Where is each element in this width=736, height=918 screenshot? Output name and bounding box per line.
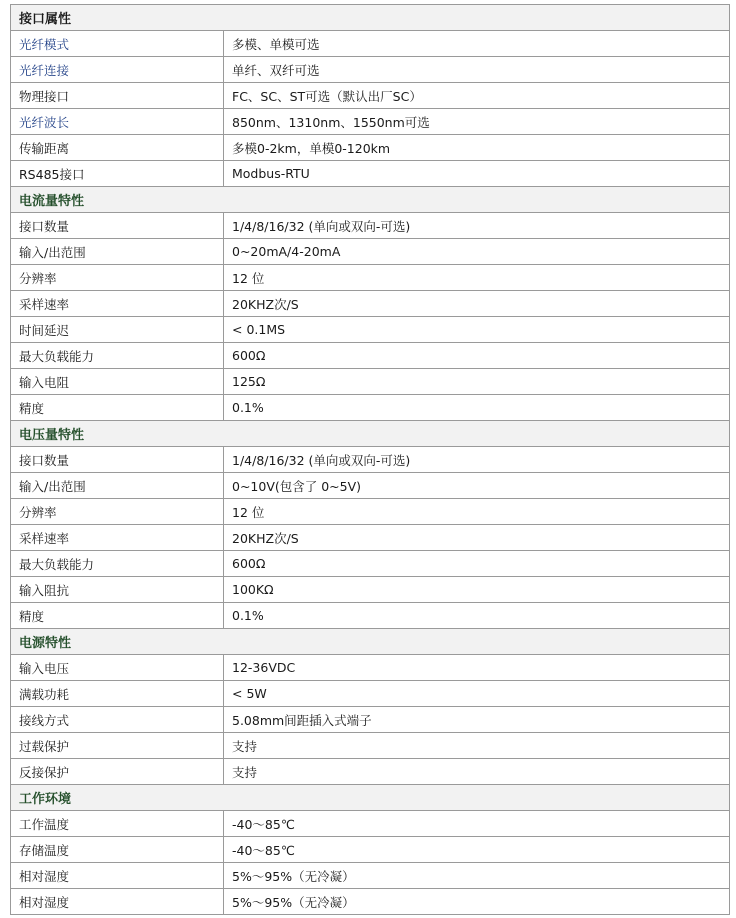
spec-label: 过载保护 bbox=[11, 733, 224, 759]
spec-value: 1/4/8/16/32 (单向或双向-可选) bbox=[224, 213, 730, 239]
spec-label: 精度 bbox=[11, 603, 224, 629]
spec-value: 600Ω bbox=[224, 551, 730, 577]
spec-value: 多模、单模可选 bbox=[224, 31, 730, 57]
spec-row bbox=[11, 291, 730, 317]
spec-row bbox=[11, 239, 730, 265]
section-header-row bbox=[11, 785, 730, 811]
spec-label: 输入阻抗 bbox=[11, 577, 224, 603]
spec-row bbox=[11, 603, 730, 629]
spec-label: 光纤连接 bbox=[11, 57, 224, 83]
spec-label: 存储温度 bbox=[11, 837, 224, 863]
section-header-row bbox=[11, 187, 730, 213]
spec-row bbox=[11, 109, 730, 135]
spec-row bbox=[11, 525, 730, 551]
spec-label: 传输距离 bbox=[11, 135, 224, 161]
spec-row bbox=[11, 317, 730, 343]
spec-row bbox=[11, 551, 730, 577]
spec-row bbox=[11, 83, 730, 109]
spec-label: 分辨率 bbox=[11, 265, 224, 291]
spec-row bbox=[11, 57, 730, 83]
spec-label: RS485接口 bbox=[11, 161, 224, 187]
spec-row bbox=[11, 863, 730, 889]
spec-row bbox=[11, 369, 730, 395]
spec-value: 0~20mA/4-20mA bbox=[224, 239, 730, 265]
spec-value: -40～85℃ bbox=[224, 811, 730, 837]
spec-value: 0.1% bbox=[224, 395, 730, 421]
spec-row bbox=[11, 473, 730, 499]
section-header-row bbox=[11, 5, 730, 31]
spec-value: 0.1% bbox=[224, 603, 730, 629]
section-header-row bbox=[11, 629, 730, 655]
spec-label: 最大负载能力 bbox=[11, 343, 224, 369]
spec-value: -40～85℃ bbox=[224, 837, 730, 863]
spec-row bbox=[11, 811, 730, 837]
section-title: 电源特性 bbox=[11, 629, 730, 655]
spec-label: 满载功耗 bbox=[11, 681, 224, 707]
spec-label: 时间延迟 bbox=[11, 317, 224, 343]
spec-label: 接口数量 bbox=[11, 447, 224, 473]
spec-label: 输入/出范围 bbox=[11, 239, 224, 265]
spec-row bbox=[11, 759, 730, 785]
spec-label: 采样速率 bbox=[11, 291, 224, 317]
section-header-row bbox=[11, 421, 730, 447]
spec-label: 接口数量 bbox=[11, 213, 224, 239]
spec-row bbox=[11, 577, 730, 603]
spec-label: 光纤模式 bbox=[11, 31, 224, 57]
spec-table bbox=[10, 4, 730, 915]
spec-label: 物理接口 bbox=[11, 83, 224, 109]
spec-value: 支持 bbox=[224, 759, 730, 785]
spec-value: FC、SC、ST可选（默认出厂SC） bbox=[224, 83, 730, 109]
spec-value: 12 位 bbox=[224, 265, 730, 291]
spec-label: 分辨率 bbox=[11, 499, 224, 525]
spec-value: 5%～95%（无冷凝） bbox=[224, 889, 730, 915]
spec-label: 采样速率 bbox=[11, 525, 224, 551]
spec-table-body bbox=[11, 5, 730, 915]
spec-label: 输入电阻 bbox=[11, 369, 224, 395]
spec-row bbox=[11, 655, 730, 681]
spec-value: 125Ω bbox=[224, 369, 730, 395]
spec-label: 接线方式 bbox=[11, 707, 224, 733]
spec-label: 精度 bbox=[11, 395, 224, 421]
section-title: 电流量特性 bbox=[11, 187, 730, 213]
spec-value: < 5W bbox=[224, 681, 730, 707]
spec-value: 12 位 bbox=[224, 499, 730, 525]
spec-value: 5.08mm间距插入式端子 bbox=[224, 707, 730, 733]
spec-value: 20KHZ次/S bbox=[224, 291, 730, 317]
spec-row bbox=[11, 265, 730, 291]
section-title: 工作环境 bbox=[11, 785, 730, 811]
spec-value: Modbus-RTU bbox=[224, 161, 730, 187]
spec-value: 5%～95%（无冷凝） bbox=[224, 863, 730, 889]
spec-row bbox=[11, 681, 730, 707]
spec-value: 多模0-2km，单模0-120km bbox=[224, 135, 730, 161]
spec-value: 600Ω bbox=[224, 343, 730, 369]
spec-value: 12-36VDC bbox=[224, 655, 730, 681]
spec-value: < 0.1MS bbox=[224, 317, 730, 343]
section-title: 接口属性 bbox=[11, 5, 730, 31]
spec-row bbox=[11, 343, 730, 369]
spec-label: 最大负载能力 bbox=[11, 551, 224, 577]
spec-value: 20KHZ次/S bbox=[224, 525, 730, 551]
spec-row bbox=[11, 889, 730, 915]
spec-label: 光纤波长 bbox=[11, 109, 224, 135]
spec-label: 相对湿度 bbox=[11, 889, 224, 915]
spec-row bbox=[11, 135, 730, 161]
spec-row bbox=[11, 161, 730, 187]
spec-row bbox=[11, 213, 730, 239]
spec-row bbox=[11, 31, 730, 57]
spec-value: 支持 bbox=[224, 733, 730, 759]
spec-row bbox=[11, 395, 730, 421]
spec-row bbox=[11, 733, 730, 759]
section-title: 电压量特性 bbox=[11, 421, 730, 447]
spec-label: 输入电压 bbox=[11, 655, 224, 681]
spec-label: 输入/出范围 bbox=[11, 473, 224, 499]
spec-row bbox=[11, 499, 730, 525]
spec-row bbox=[11, 707, 730, 733]
spec-value: 100KΩ bbox=[224, 577, 730, 603]
spec-value: 0~10V(包含了 0~5V) bbox=[224, 473, 730, 499]
spec-value: 1/4/8/16/32 (单向或双向-可选) bbox=[224, 447, 730, 473]
spec-label: 相对湿度 bbox=[11, 863, 224, 889]
spec-row bbox=[11, 837, 730, 863]
spec-value: 单纤、双纤可选 bbox=[224, 57, 730, 83]
spec-row bbox=[11, 447, 730, 473]
spec-label: 工作温度 bbox=[11, 811, 224, 837]
spec-value: 850nm、1310nm、1550nm可选 bbox=[224, 109, 730, 135]
spec-label: 反接保护 bbox=[11, 759, 224, 785]
